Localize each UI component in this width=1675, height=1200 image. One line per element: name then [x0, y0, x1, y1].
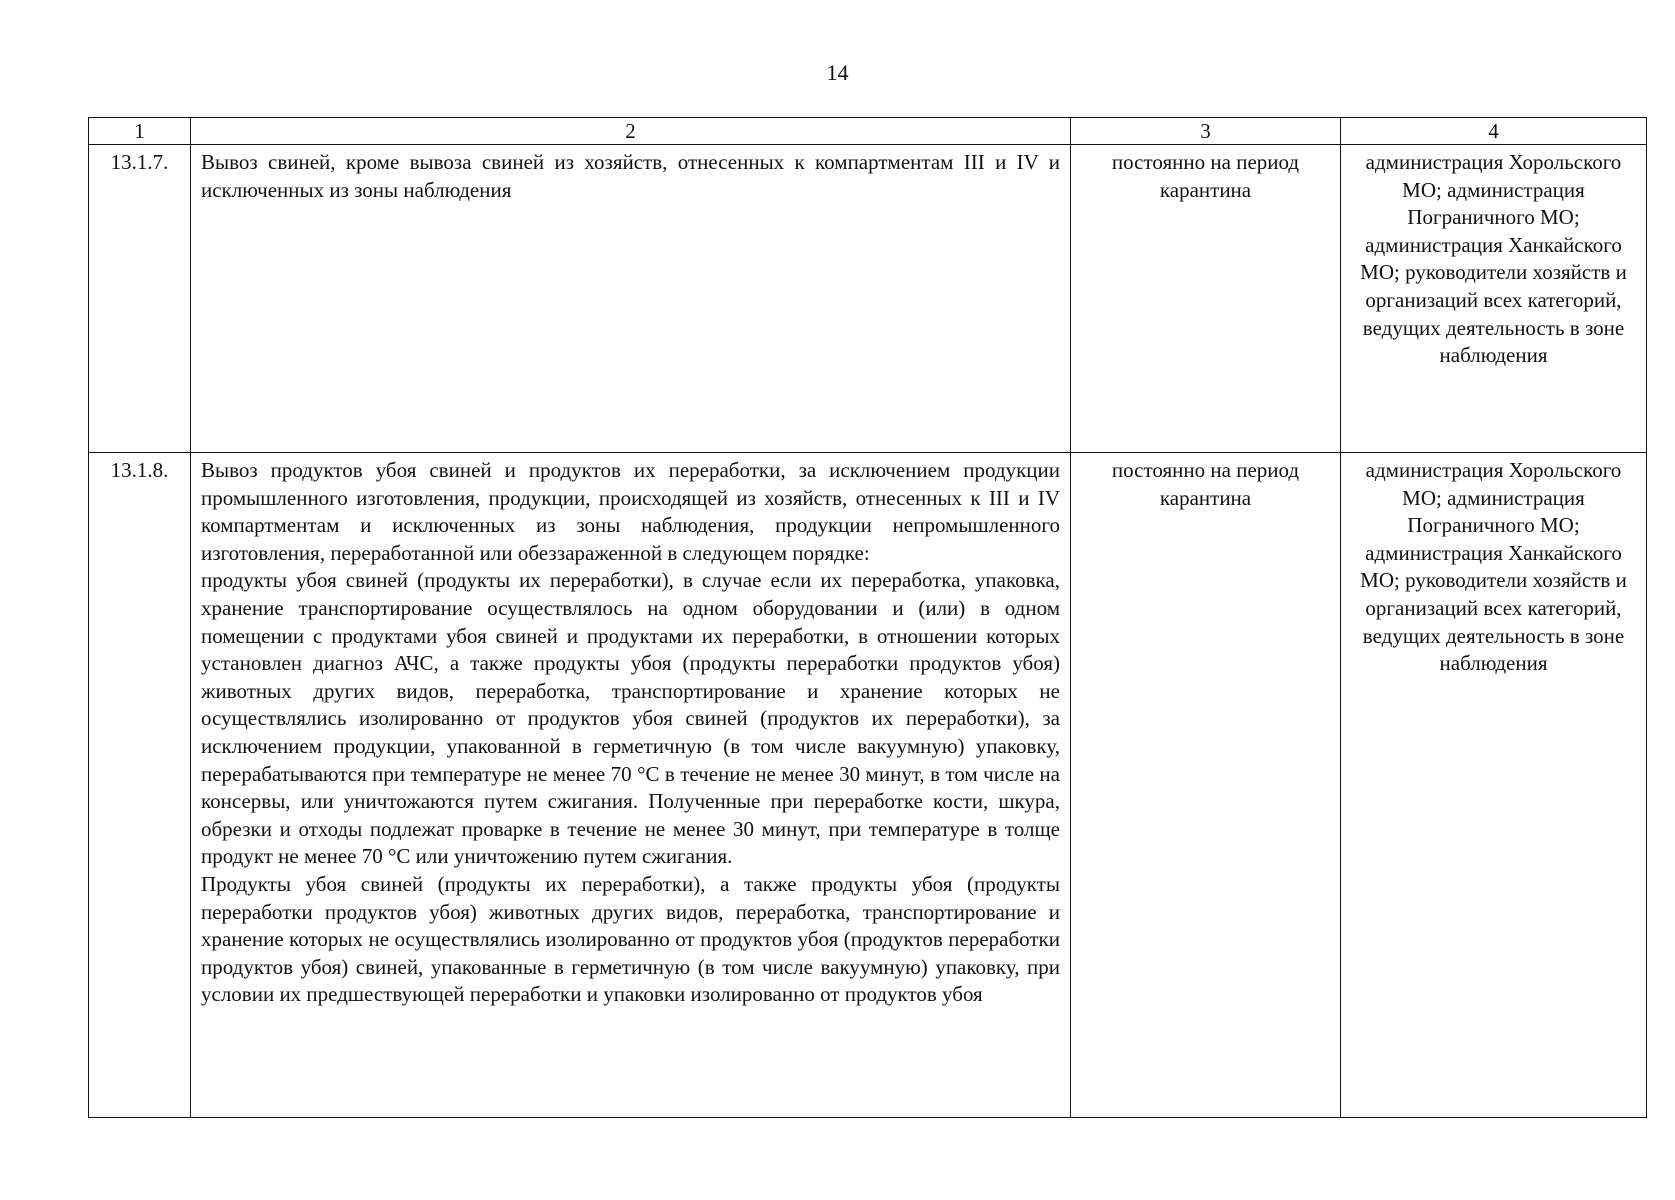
table-row — [89, 453, 1647, 1118]
table-row — [89, 145, 1647, 453]
responsible-cell: администрация Хорольского МО; администрация Пограничного МО; администрация Ханкайского МО; руководители хозяйств и организаций всех категорий, ведущих деятельность в зоне наблюдения — [1341, 453, 1647, 1118]
table-header-row — [89, 118, 1647, 145]
header-col-4: 4 — [1341, 118, 1647, 145]
measure-paragraph: Вывоз свиней, кроме вывоза свиней из хозяйств, отнесенных к компартментам III и IV и исключенных из зоны наблюдения — [201, 150, 1060, 202]
measure-text — [191, 145, 1071, 453]
measure-paragraph: Вывоз продуктов убоя свиней и продуктов их переработки, за исключением продукции промышленного изготовления, продукции, происходящей из хозяйств, отнесенных к III и IV компартментам и исключенных из зоны наблюдения, продукции непромышленного изготовления, переработанной или обеззараженной в следующем порядке: — [201, 458, 1060, 565]
measure-paragraph: Продукты убоя свиней (продукты их переработки), а также продукты убоя (продукты переработки продуктов убоя) животных других видов, переработка, транспортирование и хранение которых не осуществлялись изолированно от продуктов убоя (продуктов переработки продуктов убоя) свиней, упакованные в герметичную (в том числе вакуумную) упаковку, при условии их предшествующей переработки и упаковки изолированно от продуктов убоя — [201, 871, 1060, 1007]
header-col-1: 1 — [89, 118, 191, 145]
term-cell: постоянно на период карантина — [1071, 145, 1341, 453]
measure-paragraph: продукты убоя свиней (продукты их переработки), в случае если их переработка, упаковка, хранение транспортирование осуществлялось на одном оборудовании и (или) в одном помещении с продуктами убоя свиней и продуктами их переработки, в отношении которых установлен диагноз АЧС, а также продукты убоя (продукты переработки продуктов убоя) животных других видов, переработка, транспортирование и хранение которых не осуществлялись изолированно от продуктов убоя свиней (продуктов их переработки), за исключением продукции, упакованной в герметичную (в том числе вакуумную) упаковку, перерабатываются при температуре не менее 70 °С в течение не менее 30 минут, в том числе на консервы, или уничтожаются путем сжигания. Полученные при переработке кости, шкура, обрезки и отходы подлежат проварке в течение не менее 30 минут, при температуре в толще продукт не менее 70 °С или уничтожению путем сжигания. — [201, 568, 1060, 869]
measure-text — [191, 453, 1071, 1118]
row-number: 13.1.7. — [89, 145, 191, 453]
term-cell: постоянно на период карантина — [1071, 453, 1341, 1118]
row-number: 13.1.8. — [89, 453, 191, 1118]
header-col-3: 3 — [1071, 118, 1341, 145]
measures-table — [88, 117, 1647, 1118]
header-col-2: 2 — [191, 118, 1071, 145]
responsible-cell: администрация Хорольского МО; администрация Пограничного МО; администрация Ханкайского МО; руководители хозяйств и организаций всех категорий, ведущих деятельность в зоне наблюдения — [1341, 145, 1647, 453]
page-number: 14 — [826, 60, 849, 85]
